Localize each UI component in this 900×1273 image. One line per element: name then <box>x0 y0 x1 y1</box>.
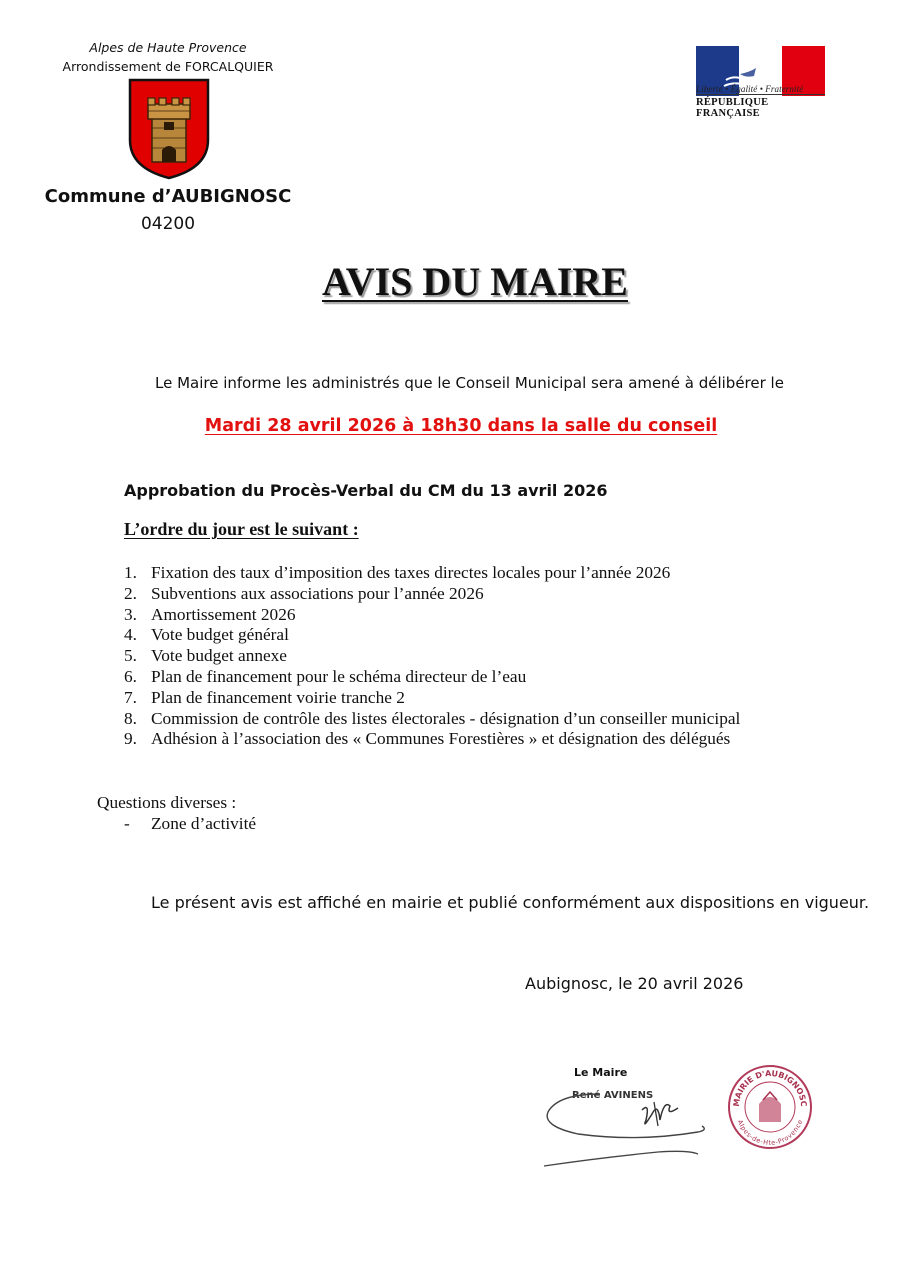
item-number: 1. <box>124 563 137 582</box>
list-item <box>124 625 740 646</box>
mayor-name: René AVINENS <box>572 1090 654 1101</box>
list-item <box>124 814 256 835</box>
list-item <box>124 729 740 750</box>
tower-crest-icon <box>128 78 210 180</box>
item-text: Adhésion à l’association des « Communes Forestières » et désignation des délégués <box>151 729 731 749</box>
republic-motto: Liberté • Égalité • Fraternité <box>696 84 804 94</box>
meeting-date: Mardi 28 avril 2026 à 18h30 dans la salle du conseil <box>204 416 718 436</box>
list-item <box>124 584 740 605</box>
postcode: 04200 <box>140 214 196 234</box>
bullet: - <box>124 814 130 833</box>
page-title: AVIS DU MAIRE <box>322 259 628 304</box>
list-item <box>124 646 740 667</box>
item-text: Vote budget annexe <box>151 646 287 666</box>
mayor-title: Le Maire <box>574 1066 628 1079</box>
department-label: Alpes de Haute Provence <box>89 40 247 55</box>
republic-name: RÉPUBLIQUE FRANÇAISE <box>696 97 769 119</box>
item-text: Commission de contrôle des listes électorales - désignation d’un conseiller municipal <box>151 708 741 728</box>
agenda-heading: L’ordre du jour est le suivant : <box>124 519 359 539</box>
republic-divider <box>696 94 825 95</box>
intro-text: Le Maire informe les administrés que le Conseil Municipal sera amené à délibérer le <box>155 374 784 392</box>
item-text: Amortissement 2026 <box>151 604 296 624</box>
list-item <box>124 605 740 626</box>
handwritten-signature-icon <box>538 1080 708 1170</box>
item-number: 9. <box>124 729 137 749</box>
item-text: Plan de financement voirie tranche 2 <box>151 687 405 707</box>
questions-list <box>124 814 256 835</box>
item-number: 3. <box>124 604 137 624</box>
list-item <box>124 709 740 730</box>
agenda-list <box>124 563 740 750</box>
header-left <box>40 38 296 76</box>
seal-text-top: MAIRIE D'AUBIGNOSC <box>731 1068 809 1108</box>
item-text: Subventions aux associations pour l’année 2026 <box>151 583 484 603</box>
item-text: Zone d’activité <box>151 814 257 833</box>
list-item <box>124 667 740 688</box>
arrondissement-label: Arrondissement de FORCALQUIER <box>62 59 274 74</box>
commune-name: Commune d’AUBIGNOSC <box>44 186 292 207</box>
questions-heading: Questions diverses : <box>97 793 237 812</box>
item-text: Plan de financement pour le schéma directeur de l’eau <box>151 666 527 686</box>
item-number: 2. <box>124 583 137 603</box>
item-number: 4. <box>124 625 137 645</box>
item-number: 7. <box>124 687 137 707</box>
item-number: 6. <box>124 666 137 686</box>
item-number: 5. <box>124 646 137 666</box>
item-number: 8. <box>124 708 137 728</box>
approval-line: Approbation du Procès-Verbal du CM du 13 avril 2026 <box>124 481 608 500</box>
place-date: Aubignosc, le 20 avril 2026 <box>525 974 744 993</box>
list-item <box>124 563 740 584</box>
notice-text: Le présent avis est affiché en mairie et publié conformément aux dispositions en vigueur. <box>151 893 870 912</box>
seal-text-bottom: Alpes-de-Hte-Provence <box>735 1118 805 1147</box>
item-text: Fixation des taux d’imposition des taxes directes locales pour l’année 2026 <box>151 563 671 582</box>
item-text: Vote budget général <box>151 625 289 645</box>
mairie-seal-icon <box>727 1064 813 1150</box>
list-item <box>124 688 740 709</box>
